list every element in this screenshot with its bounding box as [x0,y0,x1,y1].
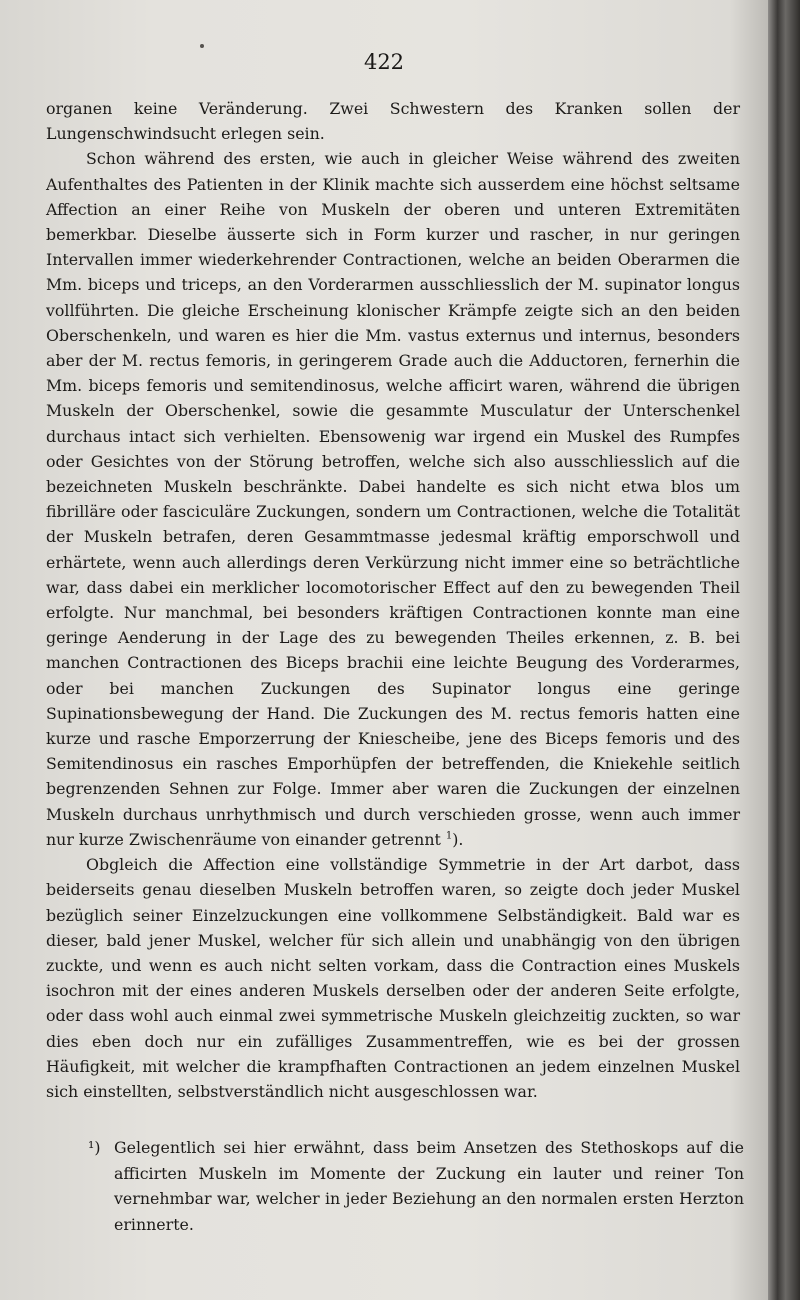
page-number: 422 [363,50,405,74]
footnote-reference: 1 [445,830,453,842]
footnote [88,1135,744,1237]
footnote-text: Gelegentlich sei hier erwähnt, dass beim Ansetzen des Stethoskops auf die afficirten Muskeln im Momente der Zuckung ein lauter und reiner Ton vernehmbar war, welcher in jeder Beziehung an den normalen ersten Herzton erinnerte. [114,1138,744,1234]
book-fore-edge [768,0,800,1300]
paragraph-affection-text: Schon während des ersten, wie auch in gleicher Weise während des zweiten Aufenthaltes des Patienten in der Klinik machte sich ausserdem eine höchst seltsame Affection an einer Reihe von Muskeln der oberen und unteren Extremitäten bemerkbar. Dieselbe äusserte sich in Form kurzer und rascher, in nur geringen Intervallen immer wiederkehrender Contractionen, welche an beiden Oberarmen die Mm. biceps und triceps, an den Vorderarmen ausschliesslich der M. supinator longus vollführten. Die gleiche Erscheinung klonischer Krämpfe zeigte sich an den beiden Oberschenkeln, und waren es hier die Mm. vastus externus und internus, besonders aber der M. rectus femoris, in geringerem Grade auch die Adductoren, fernerhin die Mm. biceps femoris und semitendinosus, welche afficirt waren, während die übrigen Muskeln der Oberschenkel, sowie die gesammte Musculatur der Unterschenkel durchaus intact sich verhielten. Ebensowenig war irgend ein Muskel des Rumpfes oder Gesichtes von der Störung betroffen, welche sich also ausschliesslich auf die bezeichneten Muskeln beschränkte. Dabei handelte es sich nicht etwa blos um fibrilläre oder fasciculäre Zuckungen, sondern um Contractionen, welche die Totalität der Muskeln betrafen, deren Gesammtmasse jedesmal kräftig emporschwoll und erhärtete, wenn auch allerdings deren Verkürzung nicht immer eine so beträchtliche war, dass dabei ein merklicher locomotorischer Effect auf den zu bewegenden Theil erfolgte. Nur manchmal, bei besonders kräftigen Contractionen konnte man eine geringe Aenderung in der Lage des zu bewegenden Theiles erkennen, z. B. bei manchen Contractionen des Biceps brachii eine leichte Beugung des Vorderarmes, oder bei manchen Zuckungen des Supinator longus eine geringe Supinationsbewegung der Hand. Die Zuckungen des M. rectus femoris hatten eine kurze und rasche Emporzerrung der Kniescheibe, jene des Biceps femoris und des Semitendinosus ein rasches Emporhüpfen der betreffenden, die Kniekehle seitlich begrenzenden Sehnen zur Folge. Immer aber waren die Zuckungen der einzelnen Muskeln durchaus unrhythmisch und durch verschieden grosse, wenn auch immer nur kurze Zwischenräume von einander getrennt [46,149,740,849]
body-text [46,96,740,1104]
paragraph-affection-description [46,146,740,852]
footnote-mark: ¹) [88,1138,101,1157]
footnote-reference-close: ). [452,829,464,849]
paragraph-continued: organen keine Veränderung. Zwei Schwestern des Kranken sollen der Lungenschwindsucht erlegen sein. [46,99,740,144]
paragraph-symmetry: Obgleich die Affection eine vollständige Symmetrie in der Art darbot, dass beiderseits genau dieselben Muskeln betroffen waren, so zeigte doch jeder Muskel bezüglich seiner Einzelzuckungen eine vollkommene Selbständigkeit. Bald war es dieser, bald jener Muskel, welcher für sich allein und unabhängig von den übrigen zuckte, und wenn es auch nicht selten vorkam, dass die Contraction eines Muskels isochron mit der eines anderen Muskels derselben oder der anderen Seite erfolgte, oder dass wohl auch einmal zwei symmetrische Muskeln gleichzeitig zuckten, so war dies eben doch nur ein zufälliges Zusammentreffen, wie es bei der grossen Häufigkeit, mit welcher die krampfhaften Contractionen an jedem einzelnen Muskel sich einstellten, selbstverständlich nicht ausgeschlossen war. [46,855,740,1101]
ink-speck [200,44,204,48]
